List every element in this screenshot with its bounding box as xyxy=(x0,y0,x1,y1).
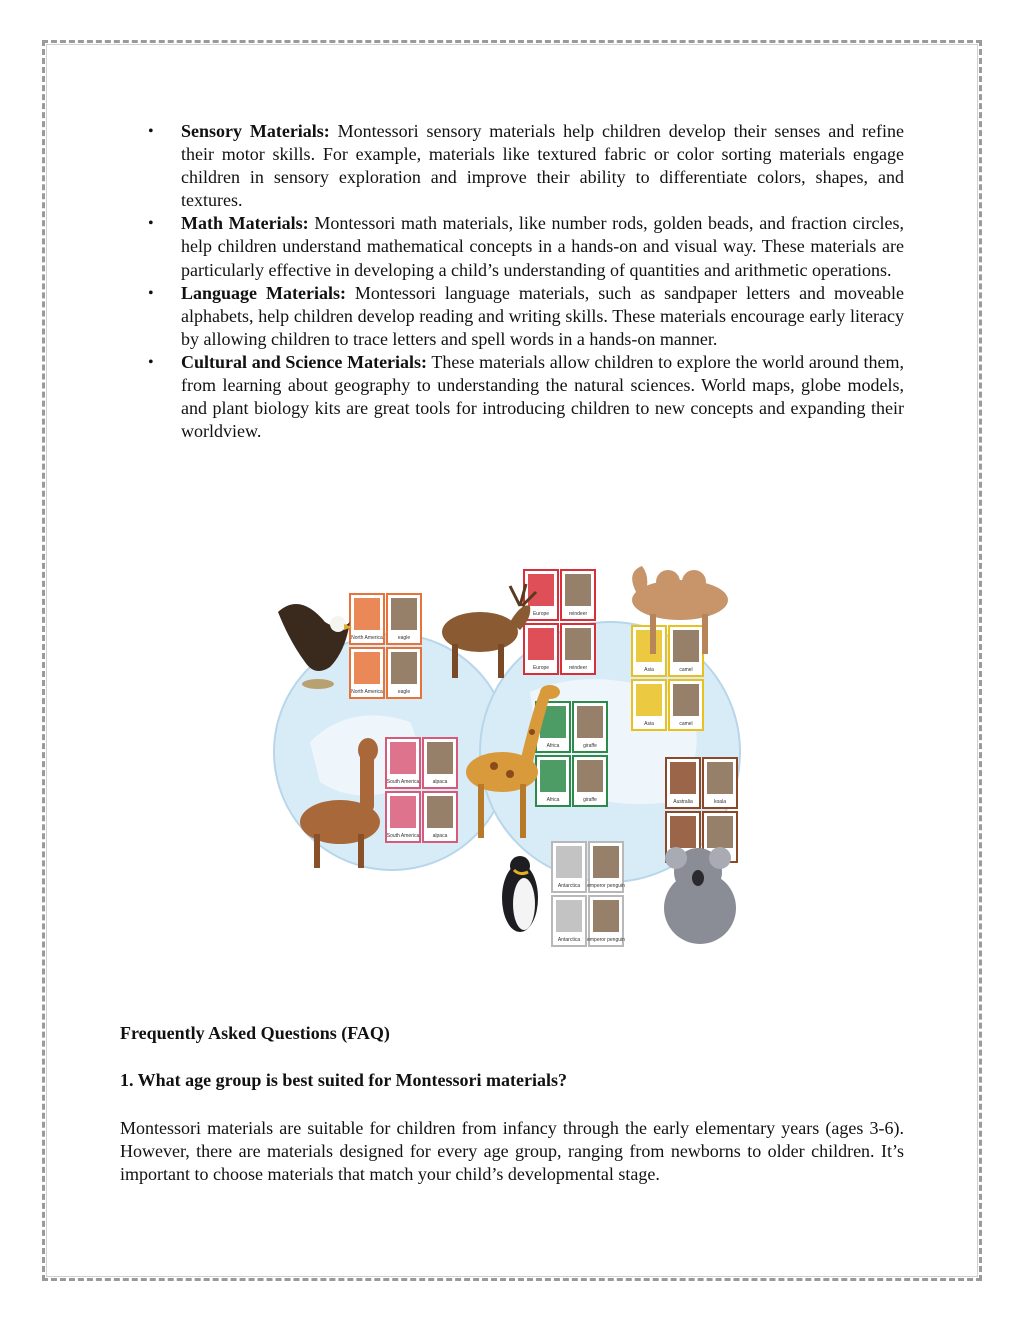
continent-label: Africa xyxy=(546,797,560,803)
list-item xyxy=(120,351,904,443)
animal-picture xyxy=(673,630,699,662)
continent-silhouette xyxy=(636,684,662,716)
continent-label: South America xyxy=(386,779,420,785)
continent-silhouette xyxy=(556,900,582,932)
animal-picture xyxy=(577,706,603,738)
animal-label: alpaca xyxy=(432,833,448,839)
animal-label: eagle xyxy=(397,635,411,641)
faq-question: 1. What age group is best suited for Montessori materials? xyxy=(120,1070,567,1090)
list-item xyxy=(120,282,904,351)
list-item xyxy=(120,212,904,281)
card-set-emperor-penguin xyxy=(552,842,625,946)
animal-picture xyxy=(391,652,417,684)
list-item-text: Montessori language materials, such as sandpaper letters and moveable alphabets, help children develop reading and writing skills. These materials encourage early literacy by allowing children to trace letters and spell words in a hands-on manner. xyxy=(181,282,904,349)
continent-silhouette xyxy=(556,846,582,878)
continent-silhouette xyxy=(670,816,696,848)
continent-label: Australia xyxy=(673,799,693,805)
animal-label: reindeer xyxy=(568,611,588,617)
animal-picture xyxy=(593,846,619,878)
world-map-illustration xyxy=(270,552,754,960)
animal-label: camel xyxy=(679,721,693,727)
continent-label: Europe xyxy=(532,665,550,671)
animal-label: giraffe xyxy=(583,797,597,803)
animal-picture xyxy=(707,816,733,848)
list-item-text: Montessori sensory materials help children develop their senses and refine their motor skills. For example, materials like textured fabric or color sorting materials engage children in sensory exploration and improve their ability to differentiate colors, shapes, and textures. xyxy=(181,121,905,211)
animal-picture xyxy=(391,598,417,630)
continent-label: Asia xyxy=(644,721,654,727)
animal-label: camel xyxy=(679,667,693,673)
animal-label: giraffe xyxy=(583,743,597,749)
continent-label: South America xyxy=(386,833,420,839)
continent-silhouette xyxy=(390,796,416,828)
continent-silhouette xyxy=(670,762,696,794)
animal-picture xyxy=(427,742,453,774)
continent-silhouette xyxy=(528,574,554,606)
animal-label: reindeer xyxy=(568,665,588,671)
continent-label: Africa xyxy=(546,743,560,749)
continent-animal-cards-image xyxy=(270,552,754,960)
continent-silhouette xyxy=(354,652,380,684)
animal-label: alpaca xyxy=(432,779,448,785)
continent-label: Europe xyxy=(532,611,550,617)
continent-label: Antarctica xyxy=(557,883,581,889)
continent-label: North America xyxy=(351,689,383,695)
continent-silhouette xyxy=(354,598,380,630)
koala-figurine xyxy=(664,847,736,944)
animal-label: emperor penguin xyxy=(587,937,625,943)
penguin-figurine xyxy=(502,856,538,932)
continent-label: Asia xyxy=(644,667,654,673)
faq-heading: Frequently Asked Questions (FAQ) xyxy=(120,1023,390,1043)
animal-label: koala xyxy=(714,799,726,805)
continent-silhouette xyxy=(528,628,554,660)
animal-picture xyxy=(673,684,699,716)
animal-picture xyxy=(593,900,619,932)
list-item-term: Language Materials: xyxy=(181,282,346,303)
faq-answer: Montessori materials are suitable for children from infancy through the early elementary years (ages 3-6). However, there are materials designed for every age group, ranging from newborns to older children. It’s important to choose materials that match your child’s developmental stage. xyxy=(120,1118,904,1185)
continent-silhouette xyxy=(390,742,416,774)
continent-silhouette xyxy=(540,760,566,792)
list-item xyxy=(120,120,904,212)
animal-picture xyxy=(565,574,591,606)
animal-picture xyxy=(565,628,591,660)
list-item-text: Montessori math materials, like number rods, golden beads, and fraction circles, help children understand mathematical concepts in a hands-on and visual way. These materials are particularly effective in developing a child’s understanding of quantities and arithmetic operations. xyxy=(181,213,904,280)
animal-picture xyxy=(577,760,603,792)
list-item-term: Cultural and Science Materials: xyxy=(181,351,428,372)
list-item-term: Math Materials: xyxy=(181,213,309,234)
animal-label: eagle xyxy=(397,689,411,695)
animal-label: emperor penguin xyxy=(587,883,625,889)
animal-picture xyxy=(427,796,453,828)
continent-label: North America xyxy=(351,635,383,641)
list-item-text: These materials allow children to explore the world around them, from learning about geography to understanding the natural sciences. World maps, globe models, and plant biology kits are great tools for introducing children to new concepts and expanding their worldview. xyxy=(181,351,904,442)
list-item-term: Sensory Materials: xyxy=(181,121,330,141)
animal-picture xyxy=(707,762,733,794)
materials-list xyxy=(120,120,904,443)
continent-label: Antarctica xyxy=(557,937,581,943)
continent-silhouette xyxy=(636,630,662,662)
